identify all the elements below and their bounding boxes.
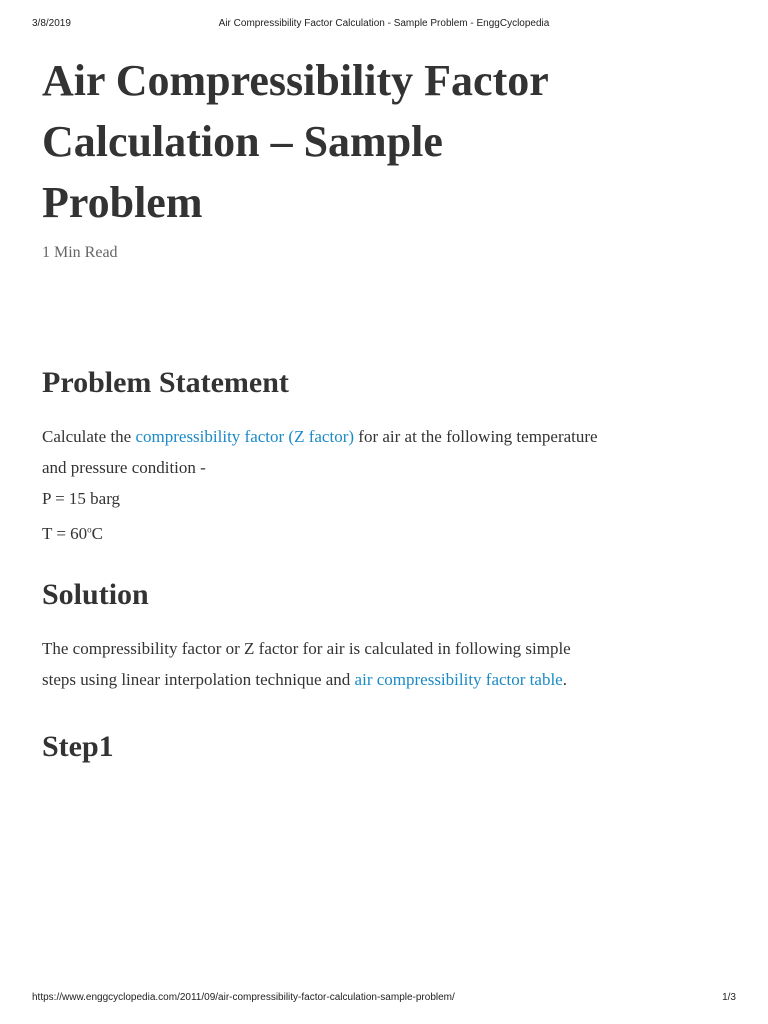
print-page-number: 1/3 bbox=[722, 992, 736, 1003]
solution-text-start: The compressibility factor or Z factor for air is calculated in following simple steps using linear interpolation technique and bbox=[42, 638, 571, 689]
compressibility-factor-link[interactable]: compressibility factor (Z factor) bbox=[135, 427, 355, 446]
problem-statement-text bbox=[42, 421, 602, 549]
air-compressibility-table-link[interactable]: air compressibility factor table bbox=[354, 669, 563, 689]
read-time: 1 Min Read bbox=[42, 244, 118, 261]
print-date: 3/8/2019 bbox=[32, 18, 71, 29]
solution-heading: Solution bbox=[42, 577, 149, 611]
problem-text-end: for air at the following temperature and pressure condition - bbox=[42, 427, 598, 477]
article bbox=[42, 50, 602, 767]
degree-symbol: o bbox=[87, 524, 92, 534]
temperature-prefix: T = 60 bbox=[42, 523, 88, 543]
problem-statement-heading: Problem Statement bbox=[42, 366, 289, 399]
solution-text bbox=[42, 633, 602, 695]
problem-text-start: Calculate the bbox=[42, 427, 136, 446]
print-page-title: Air Compressibility Factor Calculation - Sample Problem - EnggCyclopedia bbox=[218, 18, 550, 29]
print-footer bbox=[32, 992, 736, 1006]
pressure-value: P = 15 barg bbox=[42, 489, 121, 508]
temperature-unit: C bbox=[91, 523, 104, 543]
step1-heading: Step1 bbox=[42, 729, 114, 763]
article-title: Air Compressibility Factor Calculation – Sample Problem bbox=[42, 56, 548, 227]
print-url: https://www.enggcyclopedia.com/2011/09/air-compressibility-factor-calculation-sample-problem/ bbox=[32, 992, 455, 1003]
solution-text-end: . bbox=[562, 669, 567, 689]
print-header bbox=[32, 18, 736, 32]
temperature-value bbox=[42, 524, 103, 543]
